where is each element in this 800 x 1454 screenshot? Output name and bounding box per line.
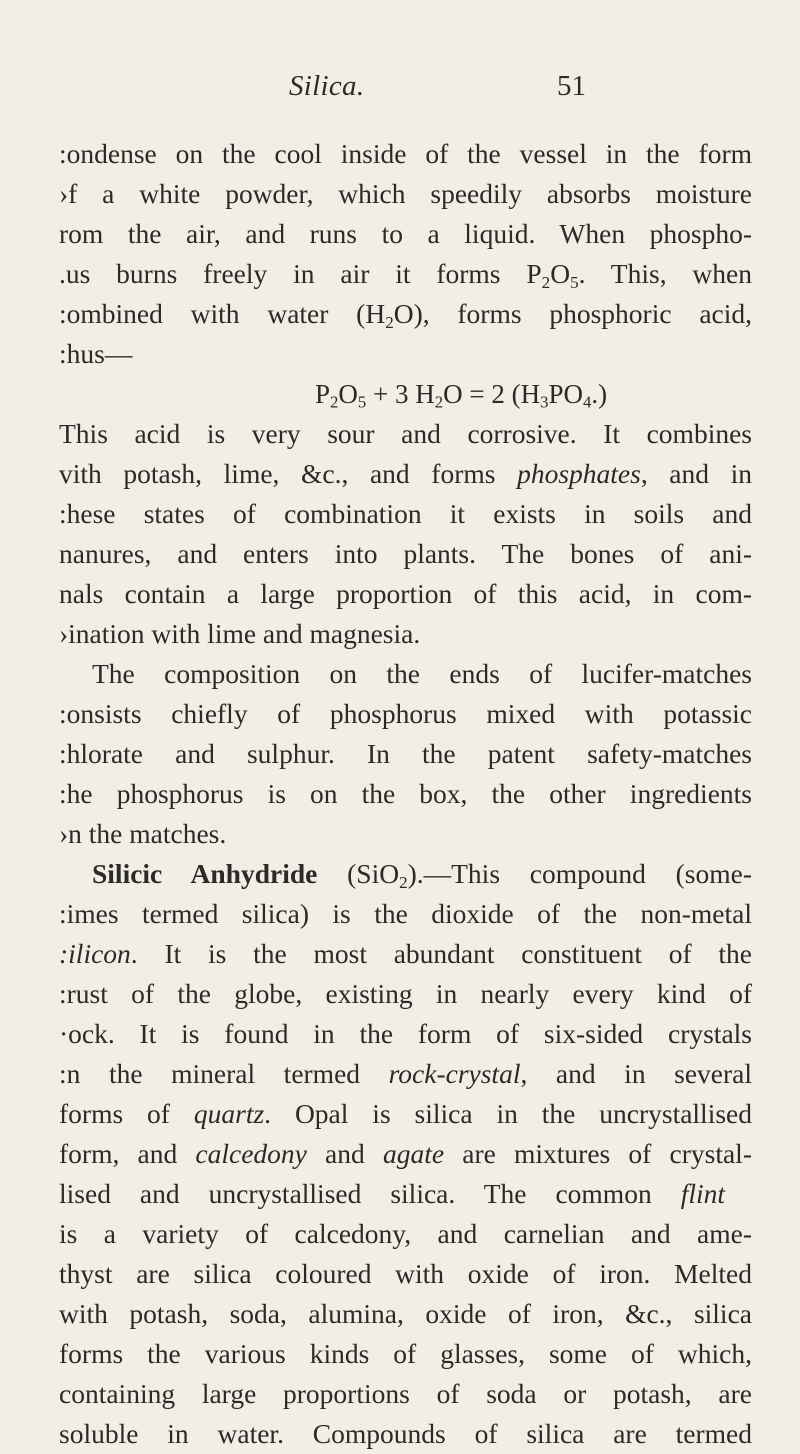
chemical-equation: $P_2O_5 + 3$ $H_2O = 2$ $(H_3PO_4.)$ [315, 379, 608, 412]
text-line: ›ination with lime and magnesia. [59, 618, 421, 649]
text-line: Silicic Anhydride (SiO$_2$).—This compound (some- [92, 858, 752, 892]
text-line: rom the air, and runs to a liquid. When phospho- [59, 218, 752, 249]
text-line: forms the various kinds of glasses, some of which, [59, 1338, 752, 1369]
text-line: :imes termed silica) is the dioxide of the non-metal [59, 898, 752, 929]
text-line: soluble in water. Compounds of silica are termed [59, 1418, 752, 1449]
text-line: lised and uncrystallised silica. The common flint [59, 1178, 725, 1209]
text-line: :rust of the globe, existing in nearly every kind of [59, 978, 752, 1009]
text-line: thyst are silica coloured with oxide of iron. Melted [59, 1258, 752, 1289]
text-line: ·ock. It is found in the form of six-sided crystals [59, 1018, 752, 1049]
page-header [0, 70, 800, 110]
text-line: :hese states of combination it exists in soils and [59, 498, 752, 529]
text-line: :hus— [59, 338, 133, 369]
text-line: ›f a white powder, which speedily absorbs moisture [59, 178, 752, 209]
text-line: :onsists chiefly of phosphorus mixed with potassic [59, 698, 752, 729]
text-line: :n the mineral termed rock-crystal, and in several [59, 1058, 753, 1089]
text-line: nals contain a large proportion of this acid, in com- [59, 578, 752, 609]
text-line: This acid is very sour and corrosive. It combines [59, 418, 752, 449]
text-line: .us burns freely in air it forms $P_2O_5$. This, when [59, 258, 752, 292]
text-line: form, and calcedony and agate are mixtures of crystal- [59, 1138, 752, 1169]
page-number: 51 [557, 70, 586, 102]
text-line: :ilicon. It is the most abundant constituent of the [59, 938, 752, 969]
text-line: :he phosphorus is on the box, the other ingredients [59, 778, 752, 809]
text-line: containing large proportions of soda or potash, are [59, 1378, 752, 1409]
text-line: ›n the matches. [59, 818, 227, 849]
text-line: :hlorate and sulphur. In the patent safety-matches [59, 738, 752, 769]
text-line: vith potash, lime, &c., and forms phosphates, and in [59, 458, 752, 489]
text-line: is a variety of calcedony, and carnelian and ame- [59, 1218, 752, 1249]
text-line: :ondense on the cool inside of the vessel in the form [59, 138, 752, 169]
running-title: Silica. [289, 70, 365, 102]
text-line: nanures, and enters into plants. The bones of ani- [59, 538, 752, 569]
text-line: with potash, soda, alumina, oxide of iron, &c., silica [59, 1298, 752, 1329]
text-line: The composition on the ends of lucifer-matches [92, 658, 752, 689]
text-line: forms of quartz. Opal is silica in the uncrystallised [59, 1098, 752, 1129]
text-line: :ombined with water $(H_2O)$, forms phosphoric acid, [59, 298, 752, 332]
